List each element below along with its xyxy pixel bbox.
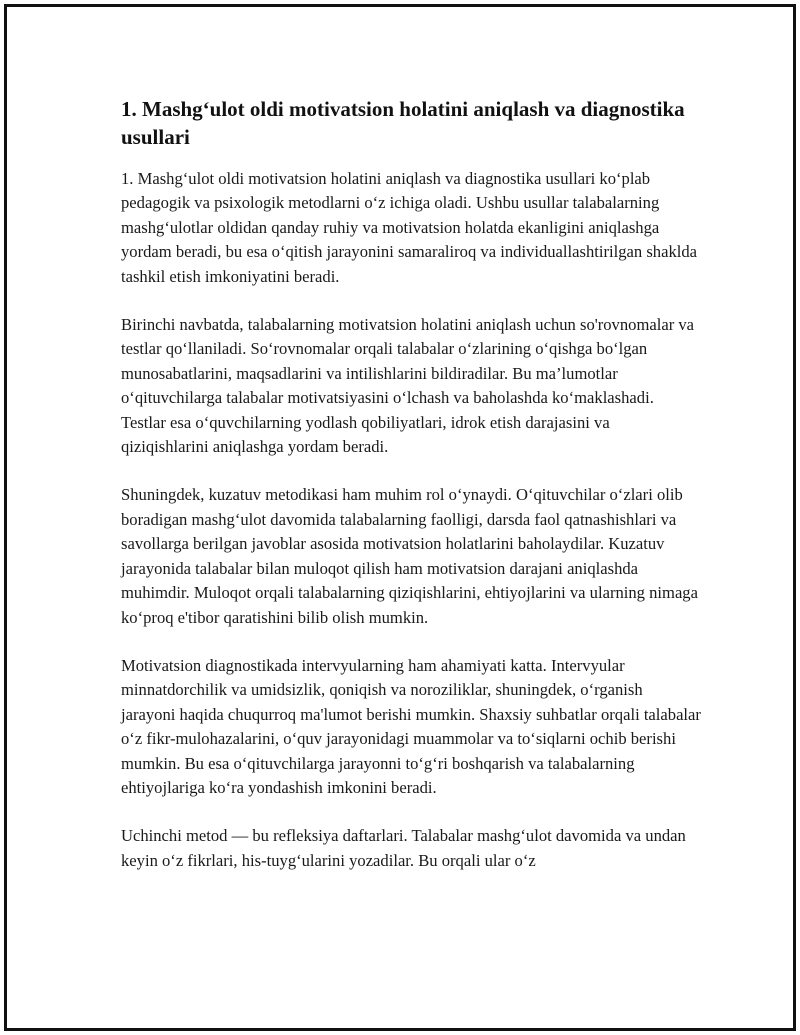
paragraph-observation: Shuningdek, kuzatuv metodikasi ham muhim rol o‘ynaydi. O‘qituvchilar o‘zlari olib boradigan mashg‘ulot davomida talabalarning faolligi, darsda faol qatnashishlari va savollarga berilgan javoblar asosida motivatsion holatlarini baholaydilar. Kuzatuv jarayonida talabalar bilan muloqot qilish ham motivatsion darajani aniqlashda muhimdir. Muloqot orqali talabalarning qiziqishlarini, ehtiyojlarini va ularning nimaga ko‘proq e'tibor qaratishini bilib olish mumkin. [121,485,698,627]
paragraph-intro: 1. Mashg‘ulot oldi motivatsion holatini aniqlash va diagnostika usullari ko‘plab pedagogik va psixologik metodlarni o‘z ichiga oladi. Ushbu usullar talabalarning mashg‘ulotlar oldidan qanday ruhiy va motivatsion holatda ekanligini aniqlashga yordam beradi, bu esa o‘qitish jarayonini samaraliroq va individuallashtirilgan shaklda tashkil etish imkoniyatini beradi. [121,169,698,286]
paragraph-reflection: Uchinchi metod — bu refleksiya daftarlari. Talabalar mashg‘ulot davomida va undan keyin o‘z fikrlari, his-tuyg‘ularini yozadilar. Bu orqali ular o‘z [121,826,686,870]
document-body [121,95,701,897]
page-frame [4,4,796,1031]
paragraph-surveys: Birinchi navbatda, talabalarning motivatsion holatini aniqlash uchun so'rovnomalar va testlar qo‘llaniladi. So‘rovnomalar orqali talabalar o‘zlarining o‘qishga bo‘lgan munosabatlarini, maqsadlarini va intilishlarini bildiradilar. Bu ma’lumotlar o‘qituvchilarga talabalar motivatsiyasini o‘lchash va baholashda ko‘maklashadi. Testlar esa o‘quvchilarning yodlash qobiliyatlari, idrok etish darajasini va qiziqishlarini aniqlashga yordam beradi. [121,315,695,457]
document-title: 1. Mashg‘ulot oldi motivatsion holatini aniqlash va diagnostika usullari [121,97,685,149]
paragraph-interviews: Motivatsion diagnostikada intervyularning ham ahamiyati katta. Intervyular minnatdorchilik va umidsizlik, qoniqish va noroziliklar, shuningdek, o‘rganish jarayoni haqida chuqurroq ma'lumot berishi mumkin. Shaxsiy suhbatlar orqali talabalar o‘z fikr-mulohazalarini, o‘quv jarayonidagi muammolar va to‘siqlarni ochib berishi mumkin. Bu esa o‘qituvchilarga jarayonni to‘g‘ri boshqarish va talabalarning ehtiyojlariga ko‘ra yondashish imkonini beradi. [121,655,701,797]
